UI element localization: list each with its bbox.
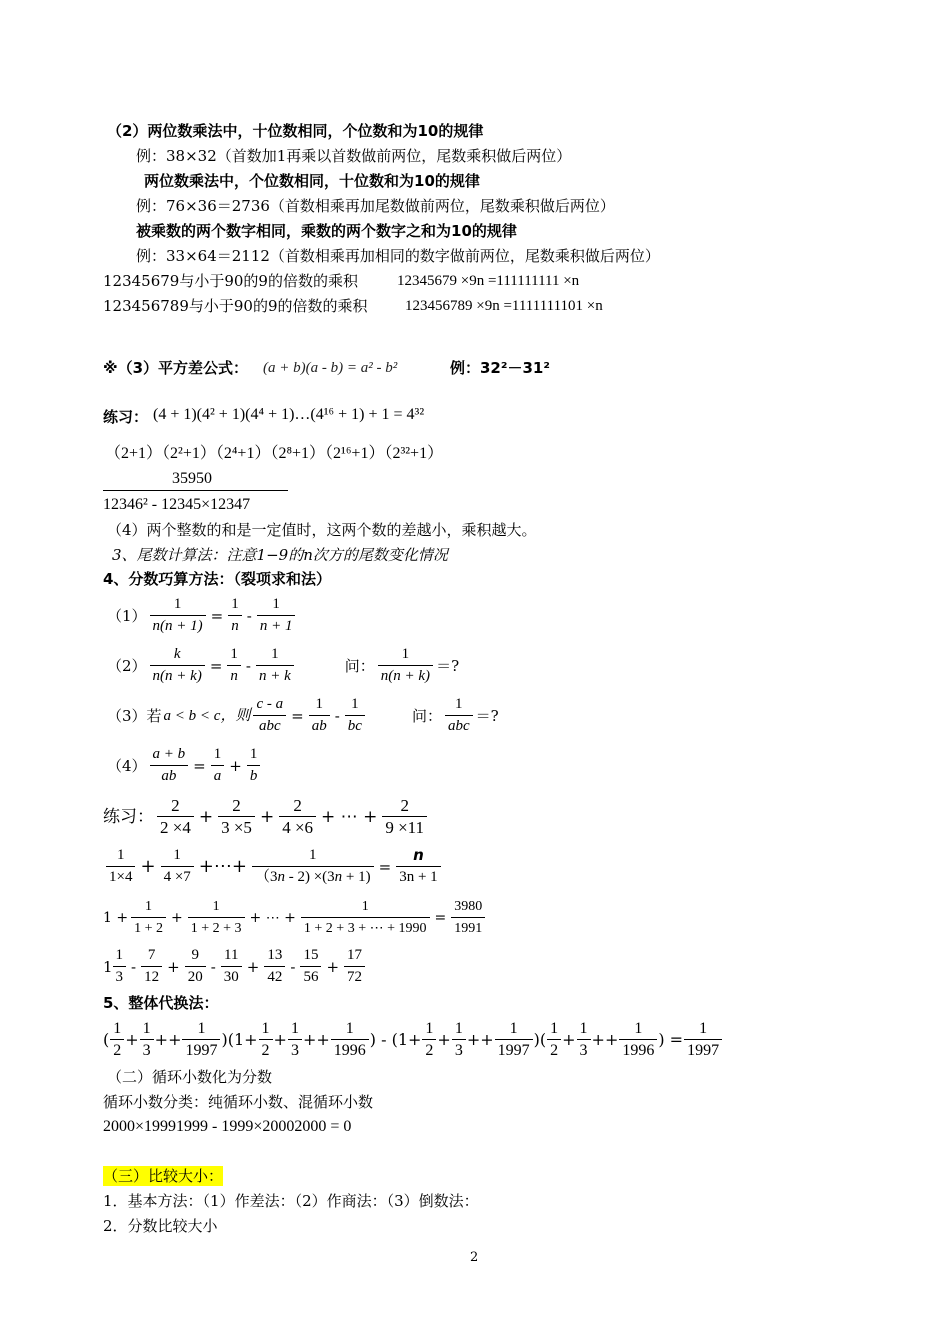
recurring-decimal-heading: （二）循环小数化为分数 — [107, 1068, 273, 1086]
fraction — [451, 896, 485, 939]
fraction: $\frac{1}{3}$ — [140, 1018, 154, 1061]
practice-5-formula: 1 1 3 - 7 12 + $\frac{9}{20}$ - 11 30 + $\frac{13}{42}$ - 15 56 + $\frac{17}{72}$ — [103, 945, 368, 988]
fraction: $\frac{1}{1 + 2}$ — [131, 896, 166, 939]
item-4-label: （4） — [107, 756, 147, 775]
power-series: （2+1）（2²+1）（2⁴+1）（2⁸+1）（2¹⁶+1）（2³²+1） — [105, 445, 444, 462]
result-numerator: n — [413, 846, 424, 864]
item-3-condition: a < b < c，则 — [163, 707, 251, 724]
item-4-formula: （4） $\frac{a + b}{ab}$ = $\frac{1}{a}$ + $\frac{1}{b}$ — [107, 744, 263, 787]
fraction: $\frac{1}{a}$ — [211, 744, 225, 787]
fraction: $\frac{1}{1 + 2 + 3 + \cdots + 1990}$ — [301, 896, 430, 939]
fraction: 1 n(n + k) — [378, 644, 433, 687]
fraction: $\frac{1}{n(n + 1)}$ — [150, 594, 206, 637]
fraction: $\frac{1}{n}$ — [228, 594, 242, 637]
fraction: 11 30 — [221, 945, 242, 988]
fraction-methods-heading: 4、分数巧算方法：（裂项求和法） — [103, 570, 331, 588]
fraction: $\frac{1}{b}$ — [247, 744, 261, 787]
fraction: $\frac{a + b}{ab}$ — [150, 744, 189, 787]
fraction: $\frac{1}{1996}$ — [331, 1018, 369, 1061]
fraction: 1 bc — [345, 694, 365, 737]
fraction: $\frac{9}{20}$ — [185, 945, 206, 988]
item-4-text: （4）两个整数的和是一定值时，这两个数的差越小，乘积越大。 — [107, 521, 537, 539]
fraction: $\frac{1}{ab}$ — [309, 694, 330, 737]
result-denominator: 1991 — [451, 917, 485, 939]
result-numerator: 3980 — [454, 899, 483, 914]
difference-of-squares-heading: ※（3）平方差公式： — [103, 359, 249, 377]
practice-4-formula: 1 + $\frac{1}{1 + 2}$ + $\frac{1}{1 + 2 + 3}$ + ⋯ + $\frac{1}{1 + 2 + 3 + \cdots + 1990}$ = $\frac{3980}{1991}$ — [103, 896, 488, 939]
practice-label-1: 练习： — [103, 408, 149, 426]
fraction-numerator: 35950 — [172, 470, 212, 487]
fraction: 1 abc — [445, 694, 473, 737]
ask-question: ＝? — [436, 656, 460, 675]
example-2: 例：76×36＝2736（首数相乘再加尾数做前两位，尾数乘积做后两位） — [136, 197, 615, 215]
recurring-decimal-equation: 2000×19991999 - 1999×20002000 = 0 — [103, 1118, 352, 1135]
comparison-methods: 1．基本方法：（1）作差法：（2）作商法：（3）倒数法： — [103, 1192, 479, 1210]
fraction: $\frac{17}{72}$ — [344, 945, 365, 988]
rule-formula-4: 12345679 ×9n =111111111 ×n — [397, 273, 580, 289]
fraction: $\frac{2}{3 \times 5}$ — [218, 795, 255, 838]
substitution-formula: ( 1 2 + $\frac{1}{3}$ ++ $\frac{1}{1997}$ )(1+ $\frac{1}{2}$ + $\frac{1}{3}$ ++ $\frac{1}{1996}$ ) - (1+ $\frac{1}{2}$ + $\frac{1}{3}$ ++ $\frac{1}{1997}$ )( 1 2 + $\frac{1}{3}$ ++ $\frac{1}{1996}$ ) = $\frac{1}{1997}$ — [103, 1018, 723, 1061]
fraction: $\frac{1}{n}$ — [227, 644, 241, 687]
example-1: 例：38×32（首数加1再乘以首数做前两位，尾数乘积做后两位） — [136, 147, 572, 165]
fraction-denominator: 12346² - 12345×12347 — [103, 496, 251, 513]
fraction: 1 3 — [113, 945, 127, 988]
item-3-formula: （3）若 a < b < c，则 c - a abc = $\frac{1}{ab}$ - 1 bc 问： 1 abc ＝? — [107, 694, 499, 737]
fraction: $\frac{2}{4 \times 6}$ — [279, 795, 316, 838]
item-1-formula: （1） $\frac{1}{n(n + 1)}$ = $\frac{1}{n}$ - 1 n + 1 — [107, 594, 298, 637]
fraction: $\frac{2}{9 \times 11}$ — [382, 795, 427, 838]
ask-label: 问： — [411, 706, 442, 725]
fraction: 1 2 — [110, 1018, 124, 1061]
fraction: $\frac{1}{1997}$ — [684, 1018, 722, 1061]
ask-question: ＝? — [475, 706, 499, 725]
rule-heading-2: 两位数乘法中，个位数相同，十位数和为10的规律 — [144, 172, 480, 190]
substitution-heading: 5、整体代换法： — [103, 994, 219, 1012]
fraction: 7 12 — [141, 945, 162, 988]
rule-heading-1: （2）两位数乘法中，十位数相同，个位数和为10的规律 — [107, 122, 484, 140]
practice-label-2: 练习： — [103, 806, 154, 827]
ask-label: 问： — [344, 656, 375, 675]
fraction: $\frac{1}{1997}$ — [495, 1018, 533, 1061]
fraction — [396, 845, 440, 888]
practice-formula-1: (4 + 1)(4² + 1)(4⁴ + 1)…(4¹⁶ + 1) + 1 = 4³² — [153, 406, 425, 423]
recurring-decimal-types: 循环小数分类：纯循环小数、混循环小数 — [103, 1093, 374, 1111]
difference-of-squares-formula: (a + b)(a - b) = a² - b² — [263, 360, 398, 376]
fraction: $\frac{13}{42}$ — [264, 945, 285, 988]
rule-formula-5: 123456789 ×9n =1111111101 ×n — [405, 298, 603, 314]
fraction: 2 2 ×4 — [157, 795, 194, 838]
fraction: $\frac{1}{1 + 2 + 3}$ — [188, 896, 245, 939]
fraction: c - a abc — [253, 694, 286, 737]
fraction: $\frac{1}{2}$ — [422, 1018, 436, 1061]
fraction-comparison: 2．分数比较大小 — [103, 1217, 218, 1235]
fraction: 1 2 — [547, 1018, 561, 1061]
result-denominator: 3n + 1 — [396, 866, 440, 888]
fraction: $\frac{1}{3}$ — [577, 1018, 591, 1061]
rule-text-4: 12345679与小于90的9的倍数的乘积 — [103, 272, 358, 290]
fraction: $\frac{1}{2}$ — [259, 1018, 273, 1061]
fraction: 15 56 — [300, 945, 321, 988]
fraction: 1 1×4 — [106, 845, 135, 888]
fraction: $\frac{1}{3}$ — [288, 1018, 302, 1061]
item-2-label: （2） — [107, 656, 147, 675]
fraction: 1 n + k — [256, 644, 294, 687]
item-3-label: （3）若 — [107, 706, 162, 725]
difference-of-squares-example: 例：32²－31² — [450, 359, 550, 377]
rule-heading-3: 被乘数的两个数字相同，乘数的两个数字之和为10的规律 — [136, 222, 517, 240]
page-number: 2 — [470, 1250, 479, 1265]
ellipsis-operator: +⋯+ — [198, 855, 247, 877]
item-2-formula: （2） $\frac{k}{n(n + k)}$ = $\frac{1}{n}$ - 1 n + k 问： 1 n(n + k) ＝? — [107, 644, 459, 687]
tail-digit-method: 3、尾数计算法：注意1−9的n次方的尾数变化情况 — [112, 546, 448, 564]
fraction: $\frac{k}{n(n + k)}$ — [150, 644, 205, 687]
fraction-bar — [103, 490, 288, 491]
fraction: $\frac{1}{1997}$ — [182, 1018, 220, 1061]
fraction: 1 n + 1 — [257, 594, 296, 637]
ellipsis-operator: + ⋯ + — [321, 806, 378, 827]
practice-3-formula: 1 1×4 + $\frac{1}{4 \times 7}$ +⋯+ $\frac{1}{(3n - 2) \times(3n + 1)}$ = $\frac{n}{3n + 1}$ — [103, 845, 444, 888]
practice-2-formula: 练习： 2 2 ×4 + $\frac{2}{3 \times 5}$ + $\frac{2}{4 \times 6}$ + ⋯ + $\frac{2}{9 \times 11}$ — [103, 795, 430, 838]
item-1-label: （1） — [107, 606, 147, 625]
rule-text-5: 123456789与小于90的9的倍数的乘积 — [103, 297, 368, 315]
comparison-heading: （三）比较大小： — [103, 1167, 224, 1185]
fraction: $\frac{1}{4 \times 7}$ — [161, 845, 194, 888]
fraction: $\frac{1}{1996}$ — [619, 1018, 657, 1061]
example-3: 例：33×64＝2112（首数相乘再加相同的数字做前两位，尾数乘积做后两位） — [136, 247, 660, 265]
fraction: $\frac{1}{3}$ — [452, 1018, 466, 1061]
fraction: $\frac{1}{(3n - 2) \times(3n + 1)}$ — [252, 845, 374, 888]
